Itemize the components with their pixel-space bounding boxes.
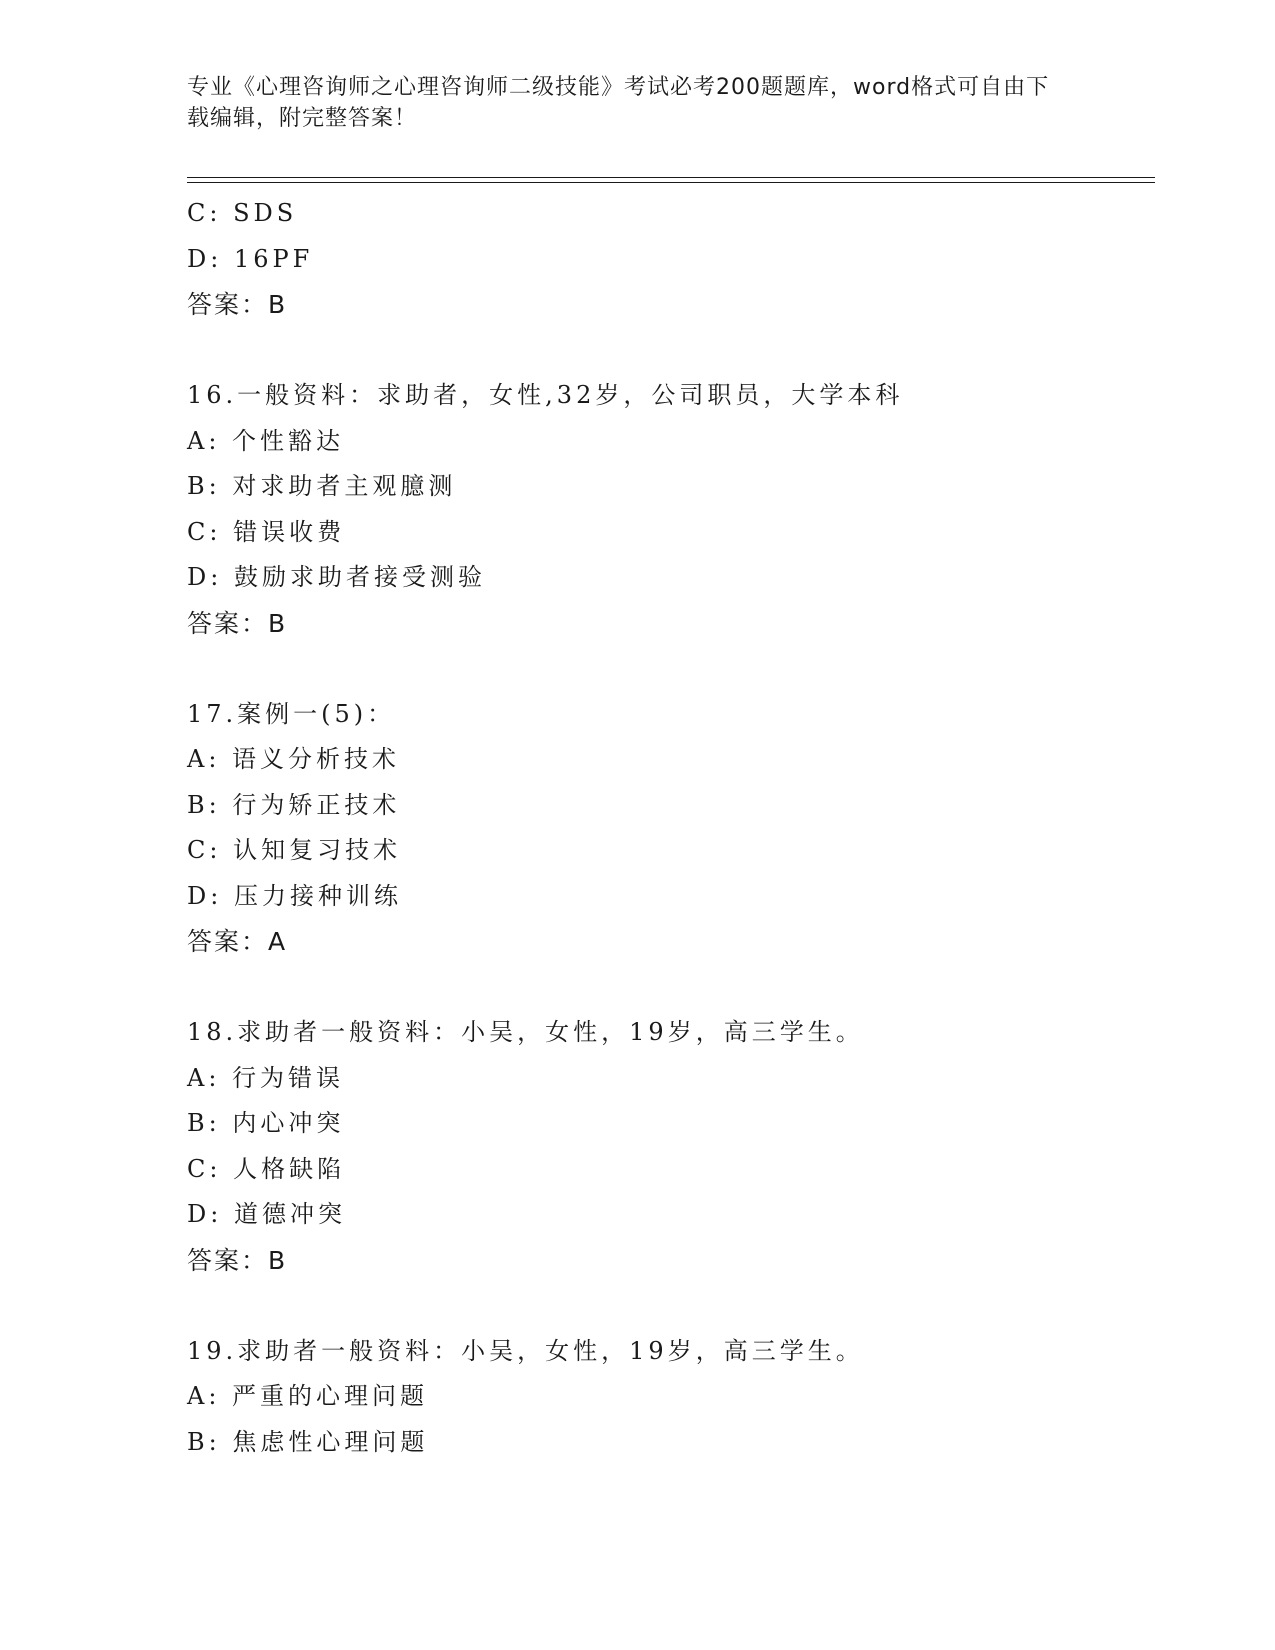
question-stem: 18.求助者一般资料：小吴，女性，19岁，高三学生。 (187, 1018, 864, 1046)
option-a: A: 个性豁达 (187, 426, 345, 455)
spacer (187, 646, 1147, 692)
spacer (187, 1283, 1147, 1329)
option-b: B: 对求助者主观臆测 (187, 472, 457, 500)
option-c: C: SDS (187, 199, 298, 227)
option-b: B: 焦虑性心理问题 (187, 1427, 429, 1456)
option-d: D: 道德冲突 (187, 1200, 346, 1228)
option-c: C: 人格缺陷 (187, 1154, 346, 1183)
question-stem: 17.案例一(5)： (187, 699, 396, 728)
option-d: D: 鼓励求助者接受测验 (187, 563, 486, 591)
header-divider-bottom (187, 182, 1155, 183)
answer-line: 答案：A (187, 927, 288, 956)
question-block (187, 373, 1147, 692)
question-block (187, 191, 1147, 373)
spacer (187, 965, 1147, 1011)
option-a: A: 语义分析技术 (187, 745, 401, 773)
option-d: D: 16PF (187, 244, 314, 273)
question-block (187, 692, 1147, 1011)
option-c: C: 错误收费 (187, 517, 346, 546)
answer-line: 答案：B (187, 290, 288, 319)
option-b: B: 内心冲突 (187, 1109, 345, 1137)
option-b: B: 行为矫正技术 (187, 790, 401, 819)
question-stem: 19.求助者一般资料：小吴，女性，19岁，高三学生。 (187, 1336, 864, 1365)
question-stem: 16.一般资料：求助者，女性,32岁，公司职员，大学本科 (187, 381, 904, 409)
question-list (187, 191, 1147, 1465)
header-divider-top (187, 177, 1155, 178)
answer-line: 答案：B (187, 608, 288, 638)
option-d: D: 压力接种训练 (187, 881, 402, 910)
option-c: C: 认知复习技术 (187, 836, 402, 864)
option-a: A: 严重的心理问题 (187, 1382, 429, 1410)
answer-line: 答案：B (187, 1245, 288, 1275)
question-block (187, 1329, 1147, 1466)
document-header: 专业《心理咨询师之心理咨询师二级技能》考试必考200题题库，word格式可自由下载编辑，附完整答案！ (187, 75, 1050, 131)
question-block (187, 1010, 1147, 1329)
spacer (187, 328, 1147, 374)
option-a: A: 行为错误 (187, 1063, 345, 1092)
